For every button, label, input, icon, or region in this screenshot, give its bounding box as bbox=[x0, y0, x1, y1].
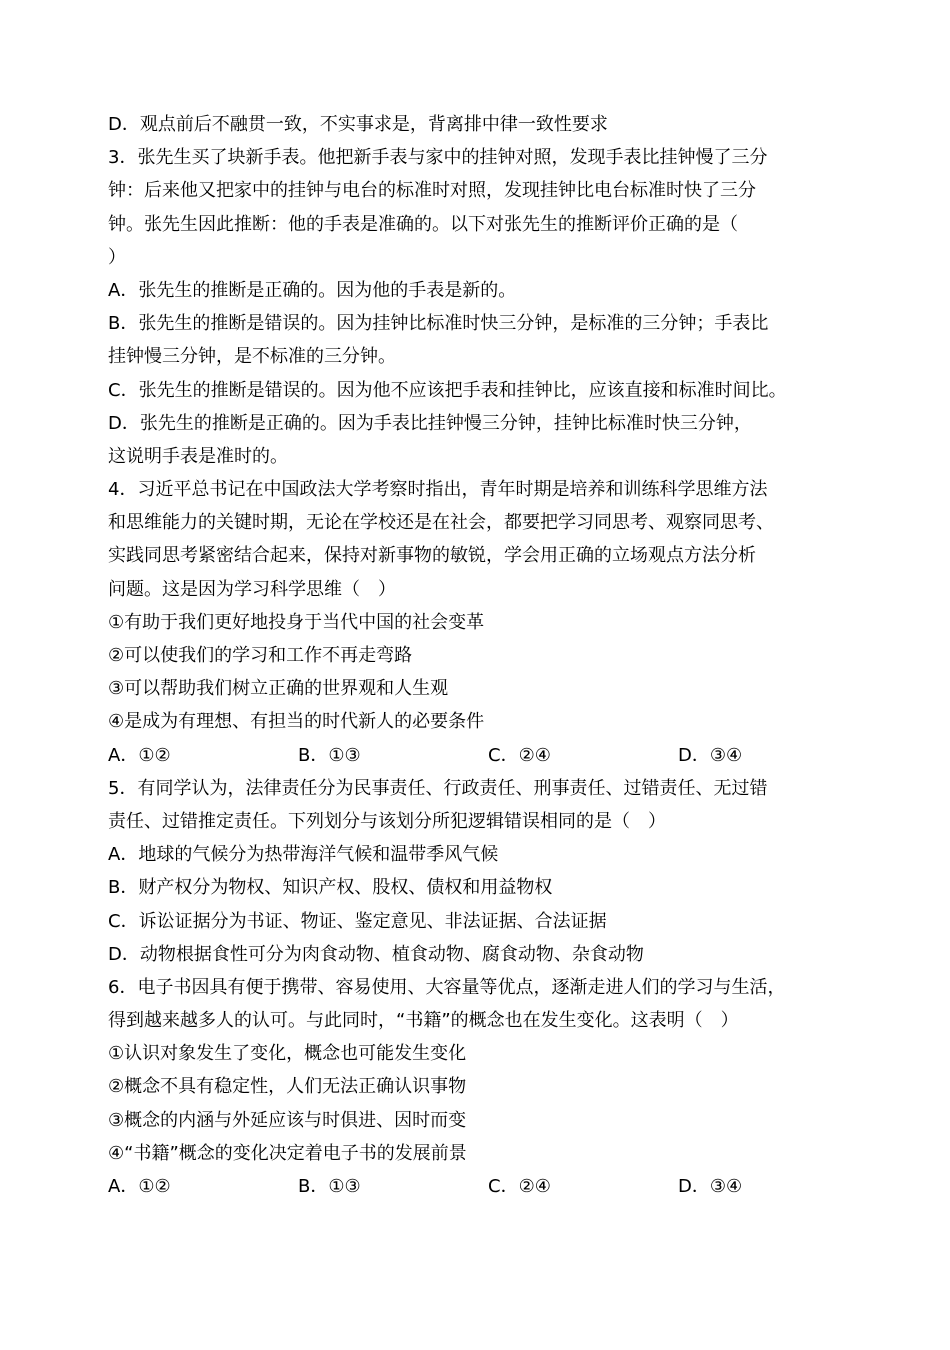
q5-stem-line-1: 5．有同学认为，法律责任分为民事责任、行政责任、刑事责任、过错责任、无过错 bbox=[108, 777, 768, 799]
q3-option-d-line-2: 这说明手表是准时的。 bbox=[108, 445, 288, 467]
q4-option-d: D．③④ bbox=[678, 744, 743, 766]
q6-statement-3: ③概念的内涵与外延应该与时俱进、因时而变 bbox=[108, 1109, 467, 1131]
document-page bbox=[108, 108, 868, 1203]
q6-stem-line-2: 得到越来越多人的认可。与此同时，“书籍”的概念也在发生变化。这表明（ ） bbox=[108, 1010, 739, 1032]
q5-option-a: A．地球的气候分为热带海洋气候和温带季风气候 bbox=[108, 844, 499, 866]
q3-stem-line-2: 钟：后来他又把家中的挂钟与电台的标准时对照，发现挂钟比电台标准时快了三分 bbox=[108, 180, 756, 202]
q3-option-b-line-2: 挂钟慢三分钟，是不标准的三分钟。 bbox=[108, 346, 396, 368]
q6-statement-4: ④“书籍”概念的变化决定着电子书的发展前景 bbox=[108, 1142, 467, 1164]
q3-option-b-line-1: B．张先生的推断是错误的。因为挂钟比标准时快三分钟，是标准的三分钟；手表比 bbox=[108, 313, 769, 335]
q2-option-d: D．观点前后不融贯一致，不实事求是，背离排中律一致性要求 bbox=[108, 114, 608, 135]
q3-stem-line-3: 钟。张先生因此推断：他的手表是准确的。以下对张先生的推断评价正确的是（ bbox=[108, 213, 738, 235]
q4-statement-1: ①有助于我们更好地投身于当代中国的社会变革 bbox=[108, 611, 485, 633]
q4-option-b: B．①③ bbox=[298, 744, 361, 766]
q5-option-d: D．动物根据食性可分为肉食动物、植食动物、腐食动物、杂食动物 bbox=[108, 943, 644, 965]
q5-option-c: C．诉讼证据分为书证、物证、鉴定意见、非法证据、合法证据 bbox=[108, 910, 607, 932]
q4-statement-2: ②可以使我们的学习和工作不再走弯路 bbox=[108, 645, 413, 666]
q4-options bbox=[108, 739, 868, 772]
q3-option-c: C．张先生的推断是错误的。因为他不应该把手表和挂钟比，应该直接和标准时间比。 bbox=[108, 379, 787, 401]
q6-options bbox=[108, 1170, 868, 1203]
q4-statement-4: ④是成为有理想、有担当的时代新人的必要条件 bbox=[108, 711, 485, 733]
q6-option-d: D．③④ bbox=[678, 1176, 743, 1197]
q5-stem-line-2: 责任、过错推定责任。下列划分与该划分所犯逻辑错误相同的是（ ） bbox=[108, 810, 666, 832]
q3-option-a: A．张先生的推断是正确的。因为他的手表是新的。 bbox=[108, 279, 517, 301]
q3-stem-line-1: 3．张先生买了块新手表。他把新手表与家中的挂钟对照，发现手表比挂钟慢了三分 bbox=[108, 147, 768, 169]
q6-option-b: B．①③ bbox=[298, 1176, 361, 1197]
q5-option-b: B．财产权分为物权、知识产权、股权、债权和用益物权 bbox=[108, 877, 553, 899]
q4-stem-line-3: 实践同思考紧密结合起来，保持对新事物的敏锐，学会用正确的立场观点方法分析 bbox=[108, 545, 756, 567]
q4-option-c: C．②④ bbox=[488, 744, 551, 766]
q6-statement-1: ①认识对象发生了变化，概念也可能发生变化 bbox=[108, 1043, 467, 1065]
q6-statement-2: ②概念不具有稳定性，人们无法正确认识事物 bbox=[108, 1076, 467, 1098]
q6-option-c: C．②④ bbox=[488, 1176, 551, 1197]
q4-statement-3: ③可以帮助我们树立正确的世界观和人生观 bbox=[108, 678, 449, 700]
q3-stem-line-4: ） bbox=[108, 246, 126, 268]
q4-stem-line-1: 4．习近平总书记在中国政法大学考察时指出，青年时期是培养和训练科学思维方法 bbox=[108, 479, 768, 501]
q4-stem-line-2: 和思维能力的关键时期，无论在学校还是在社会，都要把学习同思考、观察同思考、 bbox=[108, 512, 774, 534]
q4-stem-line-4: 问题。这是因为学习科学思维（ ） bbox=[108, 578, 396, 600]
q3-option-d-line-1: D．张先生的推断是正确的。因为手表比挂钟慢三分钟，挂钟比标准时快三分钟， bbox=[108, 412, 752, 434]
q4-option-a: A．①② bbox=[108, 744, 171, 766]
q6-option-a: A．①② bbox=[108, 1176, 171, 1197]
q6-stem-line-1: 6．电子书因具有便于携带、容易使用、大容量等优点，逐渐走进人们的学习与生活， bbox=[108, 976, 786, 998]
